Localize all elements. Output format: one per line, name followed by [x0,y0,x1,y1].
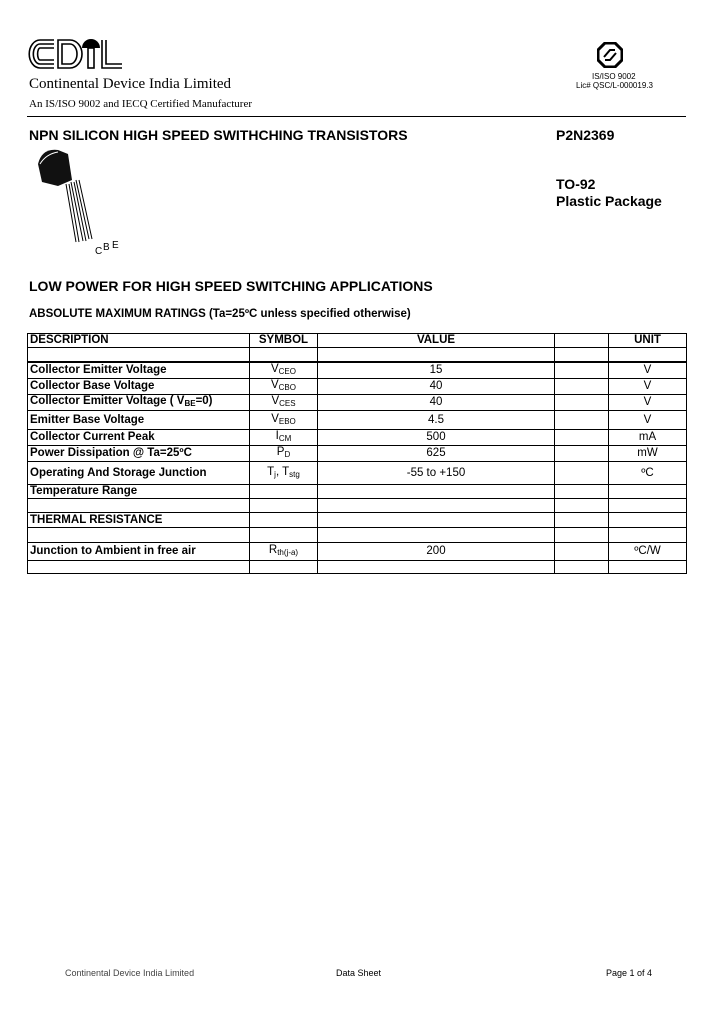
row-value [318,462,555,485]
row-value [318,411,555,430]
company-name: Continental Device India Limited [29,76,232,92]
to92-package-image [28,142,108,257]
unit-text: V [643,396,652,408]
table-row [28,430,687,446]
symbol-text: I [275,430,279,442]
row-value [318,362,555,379]
description-text: Operating And Storage Junction [30,466,207,479]
row-symbol [250,485,318,499]
symbol-subscript: j [274,469,276,479]
row-description [28,446,250,462]
symbol-text: V [270,363,279,375]
cert-line-2: Lic# QSC/L-000019.3 [576,81,653,90]
package-type: Plastic Package [556,193,662,209]
company-tagline: An IS/ISO 9002 and IECQ Certified Manufacturer [29,98,253,110]
unit-text: V [643,364,652,376]
table-row [28,485,687,499]
row-blank [555,379,609,395]
header-blank [555,334,609,348]
symbol-subscript: CEO [278,367,296,376]
header-rule [27,116,686,117]
package-name: TO-92 [556,176,596,192]
row-value [318,528,555,543]
row-unit [609,543,687,561]
pin-label-e: E [112,240,119,251]
row-symbol [250,513,318,528]
table-row [28,362,687,379]
row-blank [555,411,609,430]
symbol-subscript: D [284,450,291,459]
row-description [28,379,250,395]
table-row [28,462,687,485]
row-value [318,430,555,446]
value-text: 4.5 [428,413,444,426]
row-value [318,543,555,561]
row-value [318,485,555,499]
description-text: Emitter Base Voltage [30,413,145,426]
row-value [318,395,555,411]
cdil-logo [28,36,123,77]
row-blank [555,543,609,561]
row-description [28,528,250,543]
row-symbol [250,528,318,543]
table-header-row [28,334,687,348]
row-symbol [250,430,318,446]
table-row [28,513,687,528]
row-symbol [250,362,318,379]
table-row [28,379,687,395]
table-row [28,528,687,543]
description-text: Collector Current Peak [30,431,155,443]
row-value [318,499,555,513]
header-value: VALUE [318,334,555,348]
symbol-subscript: th(j-a) [277,548,299,557]
unit-text: mW [637,447,658,459]
row-description [28,411,250,430]
row-value [318,446,555,462]
pin-label-c: C [95,246,103,257]
description-text: Temperature Range [30,485,138,497]
value-text: 40 [429,380,443,392]
row-blank [555,499,609,513]
table-row [28,499,687,513]
header-unit: UNIT [609,334,687,348]
row-symbol [250,543,318,561]
value-text: 40 [429,396,443,408]
row-value [318,561,555,574]
row-unit [609,528,687,543]
footer-company: Continental Device India Limited [65,968,195,978]
footer-page-number: Page 1 of 4 [606,968,653,978]
description-text: Collector Emitter Voltage [30,364,167,376]
value-text: 15 [429,364,443,376]
description-text: Power Dissipation @ Ta=25ºC [30,447,192,459]
row-unit [609,362,687,379]
symbol-subscript: CES [279,399,296,408]
description-end: =0) [195,395,213,407]
row-description [28,543,250,561]
symbol-text: V [270,379,279,391]
row-symbol [250,379,318,395]
row-unit [609,446,687,462]
value-text: 625 [426,447,446,459]
description-text: THERMAL RESISTANCE [30,513,163,526]
row-symbol [250,395,318,411]
ratings-heading: ABSOLUTE MAXIMUM RATINGS (Ta=25ºC unless specified otherwise) [29,308,411,320]
unit-text: ºC/W [634,545,661,557]
symbol-subscript-2: stg [289,469,300,479]
row-value [318,379,555,395]
table-row [28,561,687,574]
row-description [28,561,250,574]
description-subscript: BE [184,399,196,408]
part-number: P2N2369 [556,127,615,143]
spacer-row [28,348,687,363]
row-description [28,485,250,499]
symbol-subscript: EBO [278,416,296,426]
description-text: Collector Base Voltage [30,380,155,392]
row-symbol [250,561,318,574]
value-text: 500 [426,431,446,443]
header-symbol: SYMBOL [250,334,318,348]
row-unit [609,411,687,430]
certification-mark-icon [597,42,623,73]
row-unit [609,395,687,411]
row-blank [555,446,609,462]
row-description [28,513,250,528]
row-symbol [250,446,318,462]
row-description [28,395,250,411]
symbol-subscript: CBO [278,383,296,392]
table-row [28,395,687,411]
table-row [28,411,687,430]
application-heading: LOW POWER FOR HIGH SPEED SWITCHING APPLICATIONS [29,278,433,294]
description-text: Collector Emitter Voltage ( V [30,395,185,407]
unit-text: V [643,413,652,426]
row-unit [609,499,687,513]
row-blank [555,430,609,446]
row-description [28,499,250,513]
value-text: -55 to +150 [406,466,466,479]
row-blank [555,513,609,528]
symbol-text: T [267,465,275,478]
row-blank [555,485,609,499]
row-unit [609,513,687,528]
symbol-text: P [276,446,285,458]
symbol-text-2: , T [275,465,290,478]
unit-text: V [643,380,652,392]
header-description: DESCRIPTION [28,334,250,348]
row-blank [555,561,609,574]
row-symbol [250,411,318,430]
row-description [28,430,250,446]
row-symbol [250,499,318,513]
row-value [318,513,555,528]
row-blank [555,528,609,543]
ratings-table [27,333,687,574]
row-description [28,462,250,485]
row-description [28,362,250,379]
row-unit [609,561,687,574]
unit-text: ºC [641,466,654,479]
symbol-subscript: CM [278,434,292,443]
row-blank [555,362,609,379]
footer-doc-type: Data Sheet [336,968,382,978]
row-symbol [250,462,318,485]
row-unit [609,379,687,395]
table-row [28,446,687,462]
table-row [28,543,687,561]
symbol-text: V [271,412,279,425]
row-blank [555,395,609,411]
description-text: Junction to Ambient in free air [30,545,196,557]
row-blank [555,462,609,485]
unit-text: mA [638,431,657,443]
page-title: NPN SILICON HIGH SPEED SWITHCHING TRANSISTORS [29,127,408,143]
cert-line-1: IS/ISO 9002 [592,72,636,81]
symbol-text: R [268,544,278,556]
symbol-text: V [271,395,280,407]
row-unit [609,485,687,499]
pin-label-b: B [103,242,110,253]
row-unit [609,430,687,446]
row-unit [609,462,687,485]
value-text: 200 [426,545,446,557]
